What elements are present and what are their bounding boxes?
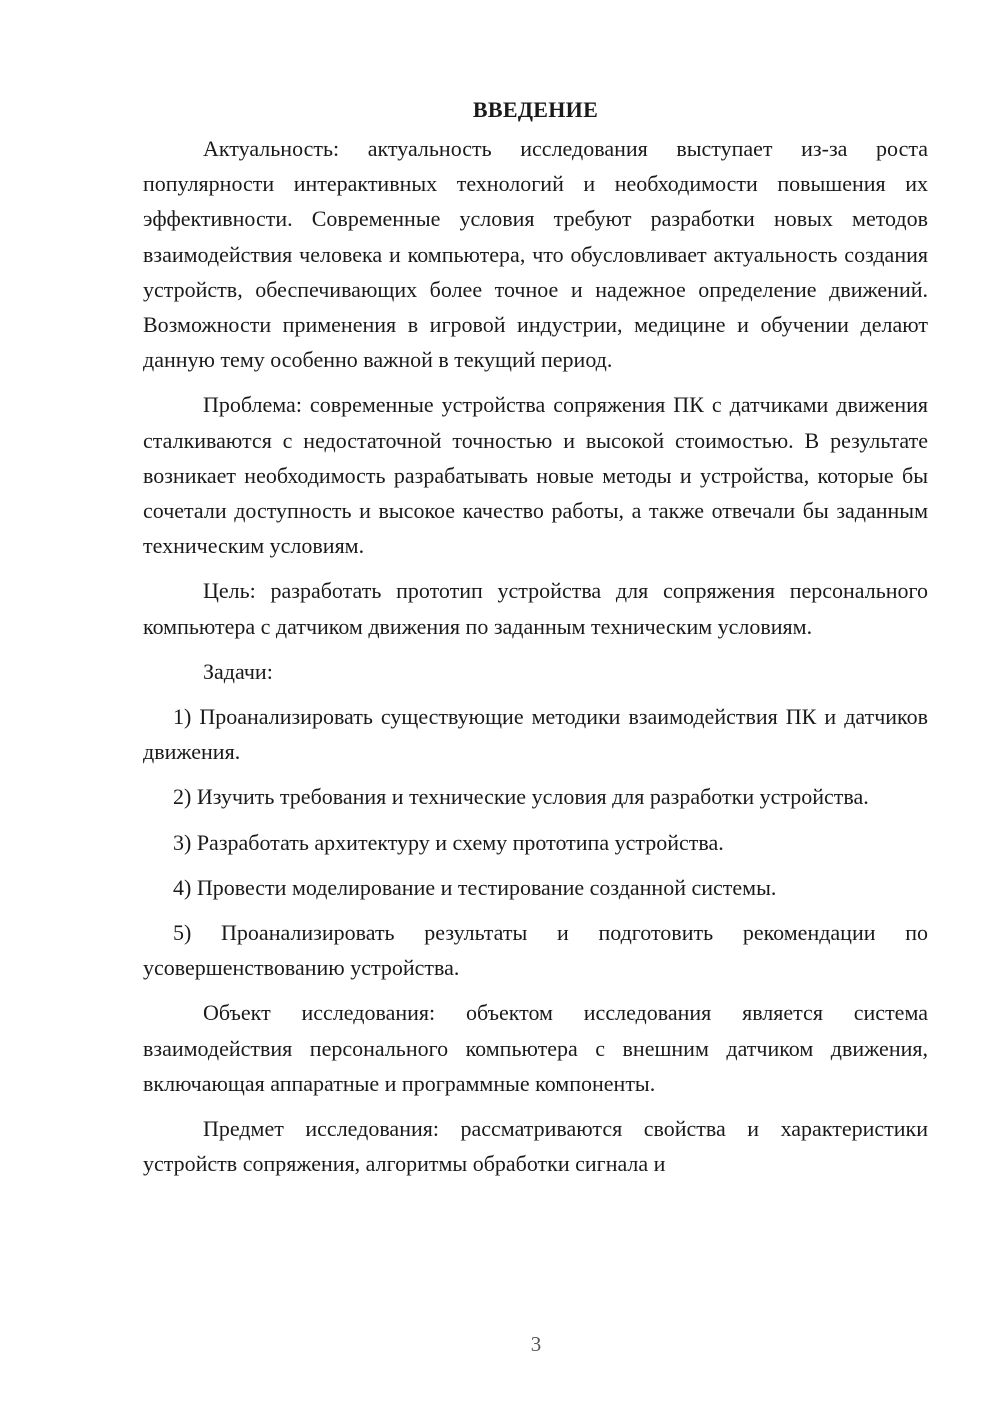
page-number: 3 [530, 1332, 542, 1356]
tasks-heading: Задачи: [203, 658, 273, 684]
document-page [143, 92, 928, 1191]
paragraph-relevance: Актуальность: актуальность исследования выступает из-за роста популярности интерактивных технологий и необходимости повышения их эффективности. Современные условия требуют разработки новых методов взаимодействия человека и компьютера, что обусловливает актуальность создания устройств, обеспечивающих более точное и надежное определение движений. Возможности применения в игровой индустрии, медицине и обучении делают данную тему особенно важной в текущий период. [143, 136, 928, 373]
paragraph-problem: Проблема: современные устройства сопряжения ПК с датчиками движения сталкиваются с недостаточной точностью и высокой стоимостью. В результате возникает необходимость разрабатывать новые методы и устройства, которые бы сочетали доступность и высокое качество работы, а также отвечали бы заданным техническим условиям. [143, 392, 928, 559]
task-item: 4) Провести моделирование и тестирование созданной системы. [173, 874, 777, 900]
task-item: 2) Изучить требования и технические условия для разработки устройства. [173, 784, 869, 810]
paragraph-object: Объект исследования: объектом исследования является система взаимодействия персонального компьютера с внешним датчиком движения, включающая аппаратные и программные компоненты. [143, 1000, 928, 1096]
task-item: 3) Разработать архитектуру и схему прототипа устройства. [173, 829, 724, 855]
paragraph-subject: Предмет исследования: рассматриваются свойства и характеристики устройств сопряжения, алгоритмы обработки сигнала и [143, 1116, 928, 1177]
task-item: 1) Проанализировать существующие методики взаимодействия ПК и датчиков движения. [143, 704, 928, 765]
section-title: ВВЕДЕНИЕ [472, 97, 599, 122]
paragraph-goal: Цель: разработать прототип устройства для сопряжения персонального компьютера с датчиком движения по заданным техническим условиям. [143, 578, 928, 639]
task-item: 5) Проанализировать результаты и подготовить рекомендации по усовершенствованию устройства. [143, 920, 928, 981]
